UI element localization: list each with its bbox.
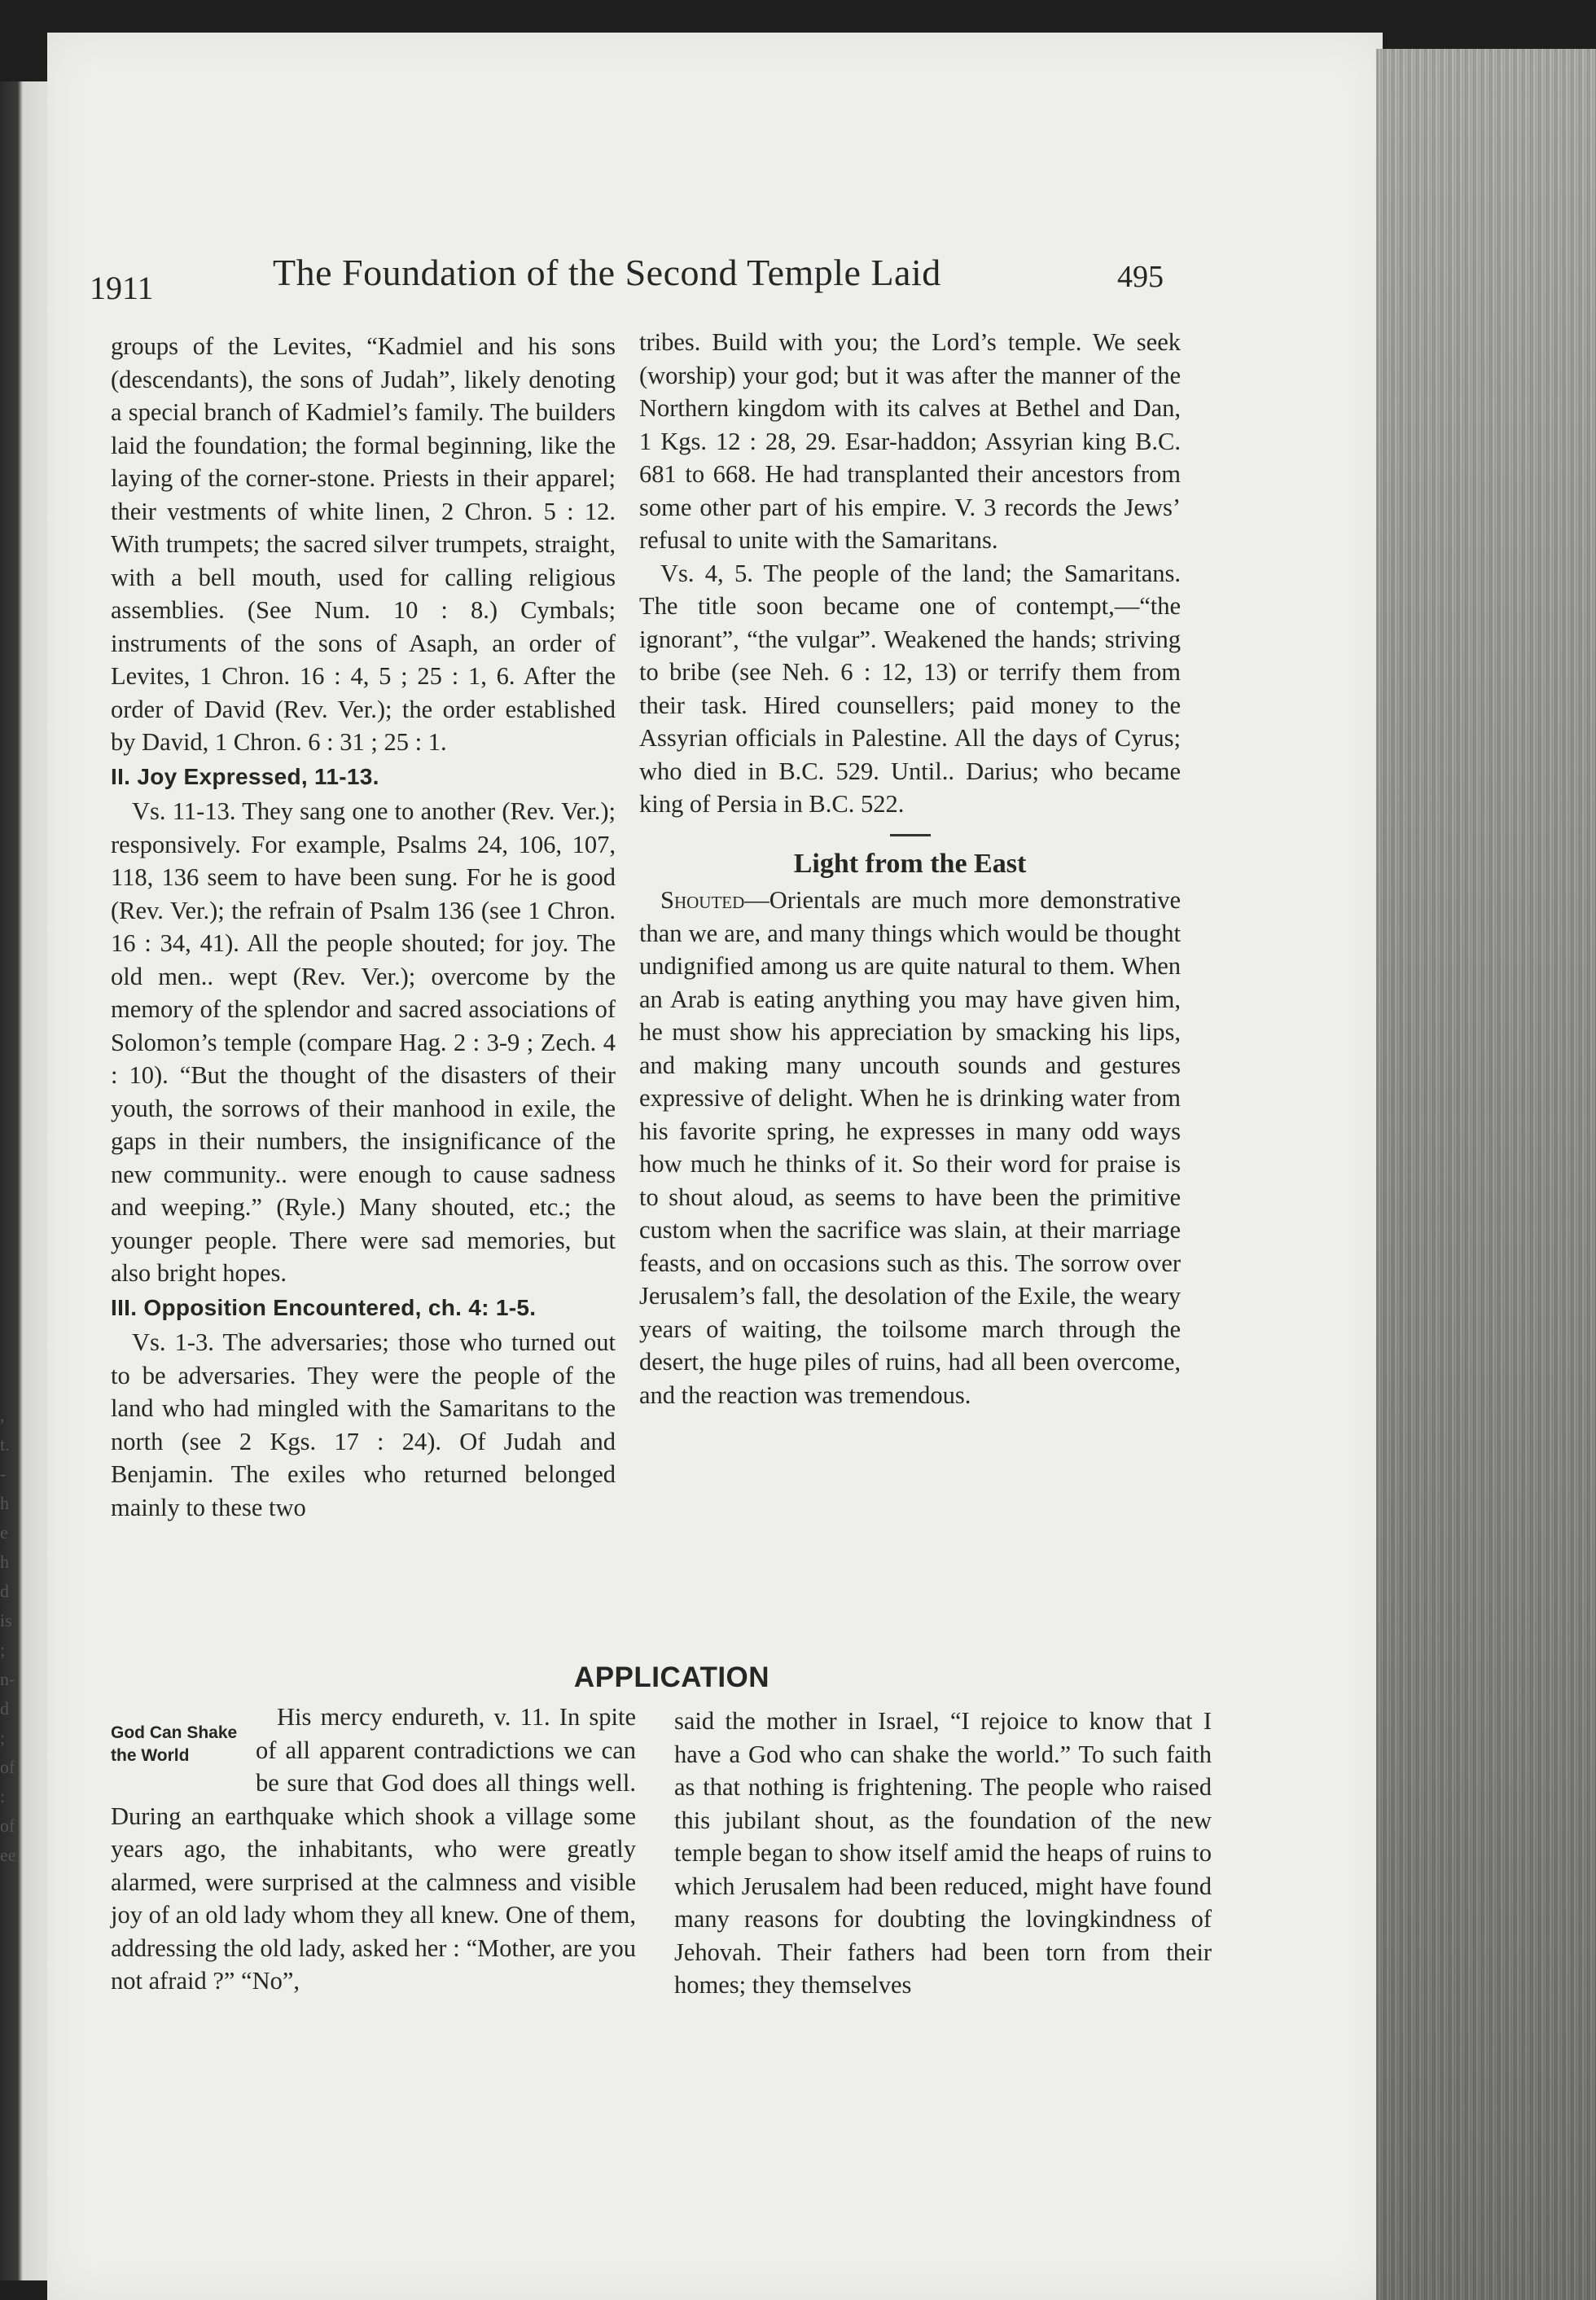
margin-fragment: ee	[0, 1845, 16, 1865]
margin-fragment: ;	[0, 1727, 6, 1748]
margin-fragment: h	[0, 1552, 9, 1572]
margin-fragment: of	[0, 1815, 15, 1836]
section-heading: II. Joy Expressed, 11-13.	[111, 763, 379, 789]
header-year: 1911	[90, 270, 154, 306]
application-left-column	[111, 1701, 636, 1998]
margin-fragment: n-	[0, 1669, 15, 1689]
margin-fragment: d	[0, 1698, 9, 1718]
application-right-column	[674, 1705, 1212, 2002]
margin-fragment: is	[0, 1610, 12, 1631]
upper-left-column	[111, 330, 616, 1524]
adjacent-page-fragments	[0, 1401, 33, 1870]
margin-fragment: e	[0, 1522, 8, 1543]
margin-fragment: ,	[0, 1405, 5, 1425]
paragraph-body: —Orientals are much more demonstrative than we are, and many things which would be thought undignified among us are quite natural to them. When an Arab is eating anything you may have given him, he must show his appreciation by smacking his lips, and making many uncouth sounds and gestures expressive of delight. When he is drinking water from his favorite spring, he expresses in many odd ways how much he thinks of it. So their word for praise is to shout aloud, as seems to have been the primitive custom when the sacrifice was slain, at their marriage feasts, and on occasions such as this. The sorrow over Jerusalem’s fall, the desolation of the Exile, the weary years of waiting, the toilsome march through the desert, the huge piles of ruins, had all been overcome, and the reaction was tremendous.	[639, 886, 1181, 1409]
paragraph: said the mother in Israel, “I rejoice to know that I have a God who can shake the world.” To such faith as that nothing is frightening. The people who raised this jubilant shout, as the foundation of the new temple began to show itself amid the heaps of ruins to which Jerusalem had been reduced, might have found many reasons for doubting the lovingkindness of Jehovah. Their fathers had been torn from their homes; they themselves	[674, 1707, 1212, 1999]
paragraph: Vs. 11-13. They sang one to another (Rev. Ver.); responsively. For example, Psalms 24, 106, 107, 118, 136 seem to have been sung. For he is good (Rev. Ver.); the refrain of Psalm 136 (see 1 Chron. 16 : 34, 41). All the people shouted; for joy. The old men.. wept (Rev. Ver.); overcome by the memory of the splendor and sacred associations of Solomon’s temple (compare Hag. 2 : 3-9 ; Zech. 4 : 10). “But the thought of the disasters of their youth, the sorrows of their manhood in exile, the gaps in their numbers, the insignificance of the new community.. were enough to cause sadness and weeping.” (Ryle.) Many shouted, etc.; the younger people. There were sad memories, but also bright hopes.	[111, 797, 616, 1287]
separator-rule	[890, 834, 931, 836]
running-header	[90, 244, 1181, 318]
paragraph: tribes. Build with you; the Lord’s temple. We seek (worship) your god; but it was after the manner of the Northern kingdom with its calves at Bethel and Dan, 1 Kgs. 12 : 28, 29. Esar-haddon; Assyrian king B.C. 681 to 668. He had transplanted their ancestors from some other part of his empire. V. 3 records the Jews’ refusal to unite with the Samaritans.	[639, 328, 1181, 554]
application-heading: APPLICATION	[573, 1661, 770, 1693]
paragraph: Vs. 1-3. The adversaries; those who turned out to be adversaries. They were the people of the land who had mingled with the Samaritans to the north (see 2 Kgs. 17 : 24). Of Judah and Benjamin. The exiles who returned belonged mainly to these two	[111, 1328, 616, 1521]
paragraph: groups of the Levites, “Kadmiel and his sons (descendants), the sons of Judah”, likely denoting a special branch of Kadmiel’s family. The builders laid the foundation; the formal beginning, like the laying of the corner-stone. Priests in their apparel; their vestments of white linen, 2 Chron. 5 : 12. With trumpets; the sacred silver trumpets, straight, with a bell mouth, used for calling religious assemblies. (See Num. 10 : 8.) Cymbals; instruments of the sons of Asaph, an order of Levites, 1 Chron. 16 : 4, 5 ; 25 : 1, 6. After the order of David (Rev. Ver.); the order established by David, 1 Chron. 6 : 31 ; 25 : 1.	[111, 332, 616, 756]
margin-fragment: d	[0, 1581, 9, 1601]
paragraph	[639, 884, 1181, 1411]
margin-fragment: :	[0, 1786, 6, 1806]
margin-fragment: t.	[0, 1434, 10, 1455]
paragraph: His mercy endureth, v. 11. In spite of all apparent contradictions we can be sure that God does all things well. During an earthquake which shook a village some years ago, the inhabitants, who were greatly alarmed, were surprised at the calmness and visible joy of an old lady whom they all knew. One of them, addressing the old lady, asked her : “Mother, are you not afraid ?” “No”,	[111, 1703, 636, 1995]
paragraph: Vs. 4, 5. The people of the land; the Samaritans. The title soon became one of contempt,—“the ignorant”, “the vulgar”. Weakened the hands; striving to bribe (see Neh. 6 : 12, 13) or terrify them from their task. Hired counsellers; paid money to the Assyrian officials in Palestine. All the days of Cyrus; who died in B.C. 529. Until.. Darius; who became king of Persia in B.C. 522.	[639, 559, 1181, 818]
margin-fragment: ;	[0, 1639, 6, 1660]
margin-fragment: of	[0, 1757, 15, 1777]
page-number: 495	[1117, 260, 1164, 294]
upper-right-column	[639, 326, 1181, 1411]
lead-word: Shouted	[660, 886, 745, 914]
section-heading: III. Opposition Encountered, ch. 4: 1-5.	[111, 1294, 537, 1320]
light-from-the-east-heading: Light from the East	[793, 848, 1027, 879]
margin-fragment: -	[0, 1464, 7, 1484]
margin-fragment: h	[0, 1493, 9, 1513]
page-edges-shadow	[1376, 49, 1596, 2300]
running-title: The Foundation of the Second Temple Laid	[273, 252, 941, 293]
side-note: God Can Shake the World	[111, 1723, 238, 1765]
